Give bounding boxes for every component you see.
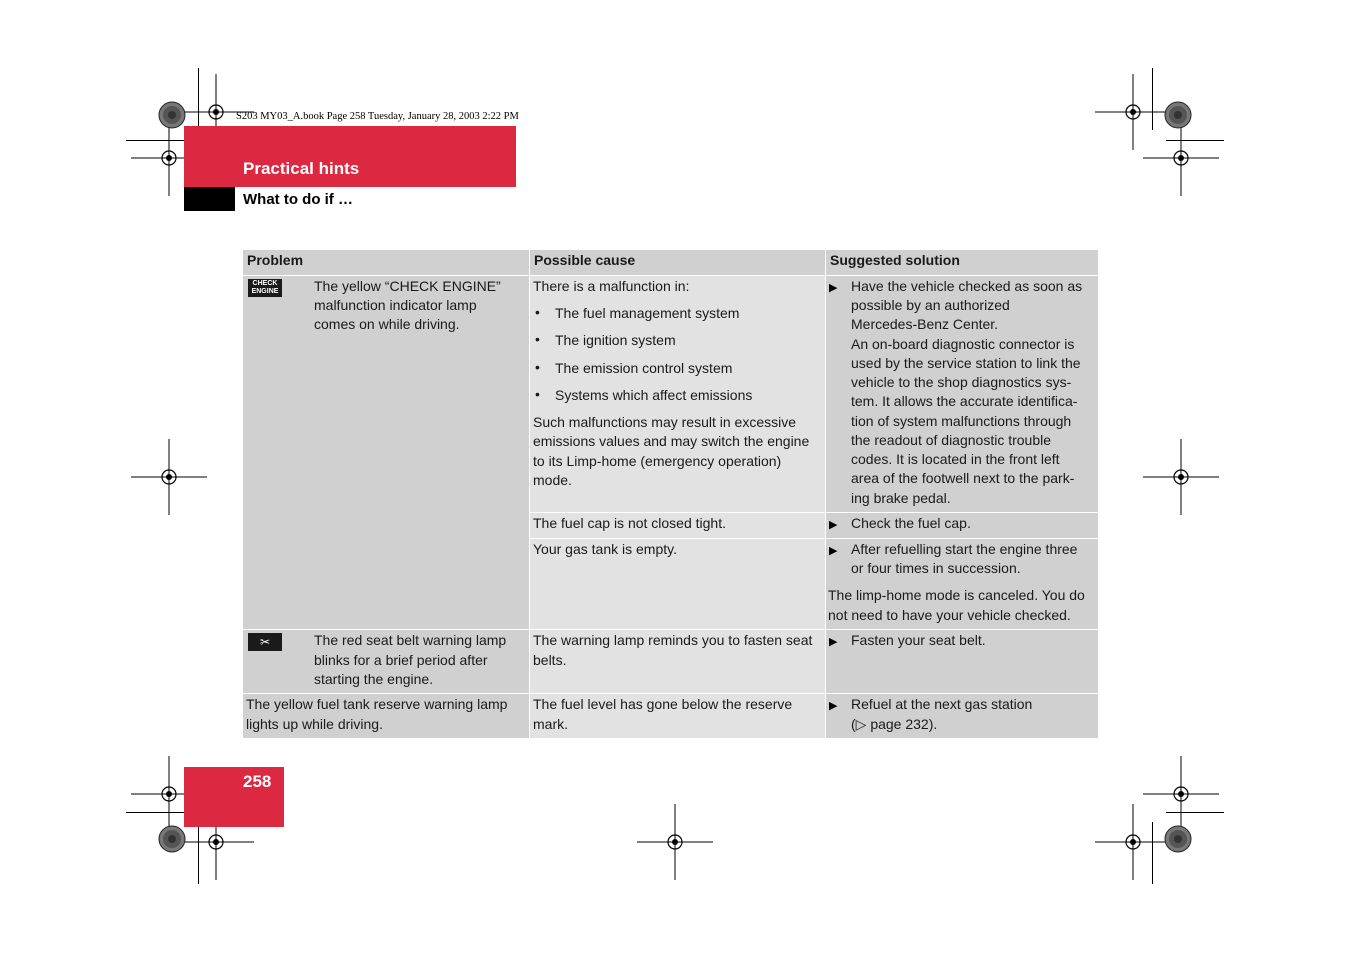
page-reference-link[interactable]: (▷ page 232). [851, 716, 938, 732]
column-header-problem: Problem [243, 250, 529, 275]
solution-note-line: The limp-home mode is canceled. You do [828, 587, 1085, 603]
solution-line: the readout of diagnostic trouble [851, 432, 1052, 448]
solution-line: Check the fuel cap. [851, 515, 971, 531]
solution-line: area of the footwell next to the park- [851, 470, 1075, 486]
subtitle-tab [184, 187, 235, 211]
solution-line: possible by an authorized [851, 297, 1010, 313]
list-item: The emission control system [555, 360, 733, 376]
cause-note-line: to its Limp-home (emergency operation) [533, 453, 782, 469]
problem-text-line: The yellow fuel tank reserve warning lamp [246, 696, 508, 712]
solution-line: used by the service station to link the [851, 355, 1081, 371]
cause-note-line: mode. [533, 472, 572, 488]
cause-text: The warning lamp reminds you to fasten seat [533, 632, 813, 648]
list-item: The ignition system [555, 332, 676, 348]
problem-text-line: starting the engine. [314, 671, 434, 687]
problem-text-line: malfunction indicator lamp [314, 297, 477, 313]
solution-line: tem. It allows the accurate identifica- [851, 393, 1078, 409]
bullet-icon: • [535, 304, 540, 320]
solution-line: After refuelling start the engine three [851, 541, 1078, 557]
list-item: The fuel management system [555, 305, 740, 321]
solution-line: Mercedes-Benz Center. [851, 316, 999, 332]
solution-line: Have the vehicle checked as soon as [851, 278, 1083, 294]
seat-belt-icon: ✂ [248, 633, 282, 651]
page-subtitle: What to do if … [243, 191, 353, 208]
problem-text-line: blinks for a brief period after [314, 652, 488, 668]
cause-text: The fuel cap is not closed tight. [533, 515, 726, 531]
bullet-icon: • [535, 359, 540, 375]
solution-line: codes. It is located in the front left [851, 451, 1060, 467]
solution-line: tion of system malfunctions through [851, 413, 1072, 429]
arrow-bullet-icon: ▶ [829, 282, 838, 294]
arrow-bullet-icon: ▶ [829, 700, 838, 712]
solution-line: ing brake pedal. [851, 490, 951, 506]
column-header-cause: Possible cause [529, 250, 825, 275]
file-info-line: S203 MY03_A.book Page 258 Tuesday, January 28, 2003 2:22 PM [236, 111, 519, 122]
bullet-icon: • [535, 331, 540, 347]
problem-text-line: comes on while driving. [314, 316, 460, 332]
problem-text-line: The red seat belt warning lamp [314, 632, 507, 648]
solution-note-line: not need to have your vehicle checked. [828, 607, 1071, 623]
arrow-bullet-icon: ▶ [829, 519, 838, 531]
solution-line: Fasten your seat belt. [851, 632, 986, 648]
section-title: Practical hints [243, 159, 360, 178]
arrow-bullet-icon: ▶ [829, 636, 838, 648]
cause-text: mark. [533, 716, 568, 732]
page-number: 258 [243, 772, 272, 791]
solution-line: vehicle to the shop diagnostics sys- [851, 374, 1072, 390]
problem-text-line: The yellow “CHECK ENGINE” [314, 278, 501, 294]
list-item: Systems which affect emissions [555, 387, 753, 403]
cause-text: The fuel level has gone below the reserve [533, 696, 793, 712]
cause-text: belts. [533, 652, 567, 668]
solution-line: or four times in succession. [851, 560, 1021, 576]
column-header-solution: Suggested solution [825, 250, 1098, 275]
solution-line: Refuel at the next gas station [851, 696, 1033, 712]
cause-text: Your gas tank is empty. [533, 541, 677, 557]
check-engine-icon: CHECK ENGINE [248, 279, 282, 297]
cause-note-line: emissions values and may switch the engine [533, 433, 810, 449]
bullet-icon: • [535, 386, 540, 402]
solution-line: An on-board diagnostic connector is [851, 336, 1075, 352]
cause-note-line: Such malfunctions may result in excessive [533, 414, 796, 430]
arrow-bullet-icon: ▶ [829, 545, 838, 557]
cause-intro: There is a malfunction in: [533, 278, 690, 294]
problem-text-line: lights up while driving. [246, 716, 383, 732]
